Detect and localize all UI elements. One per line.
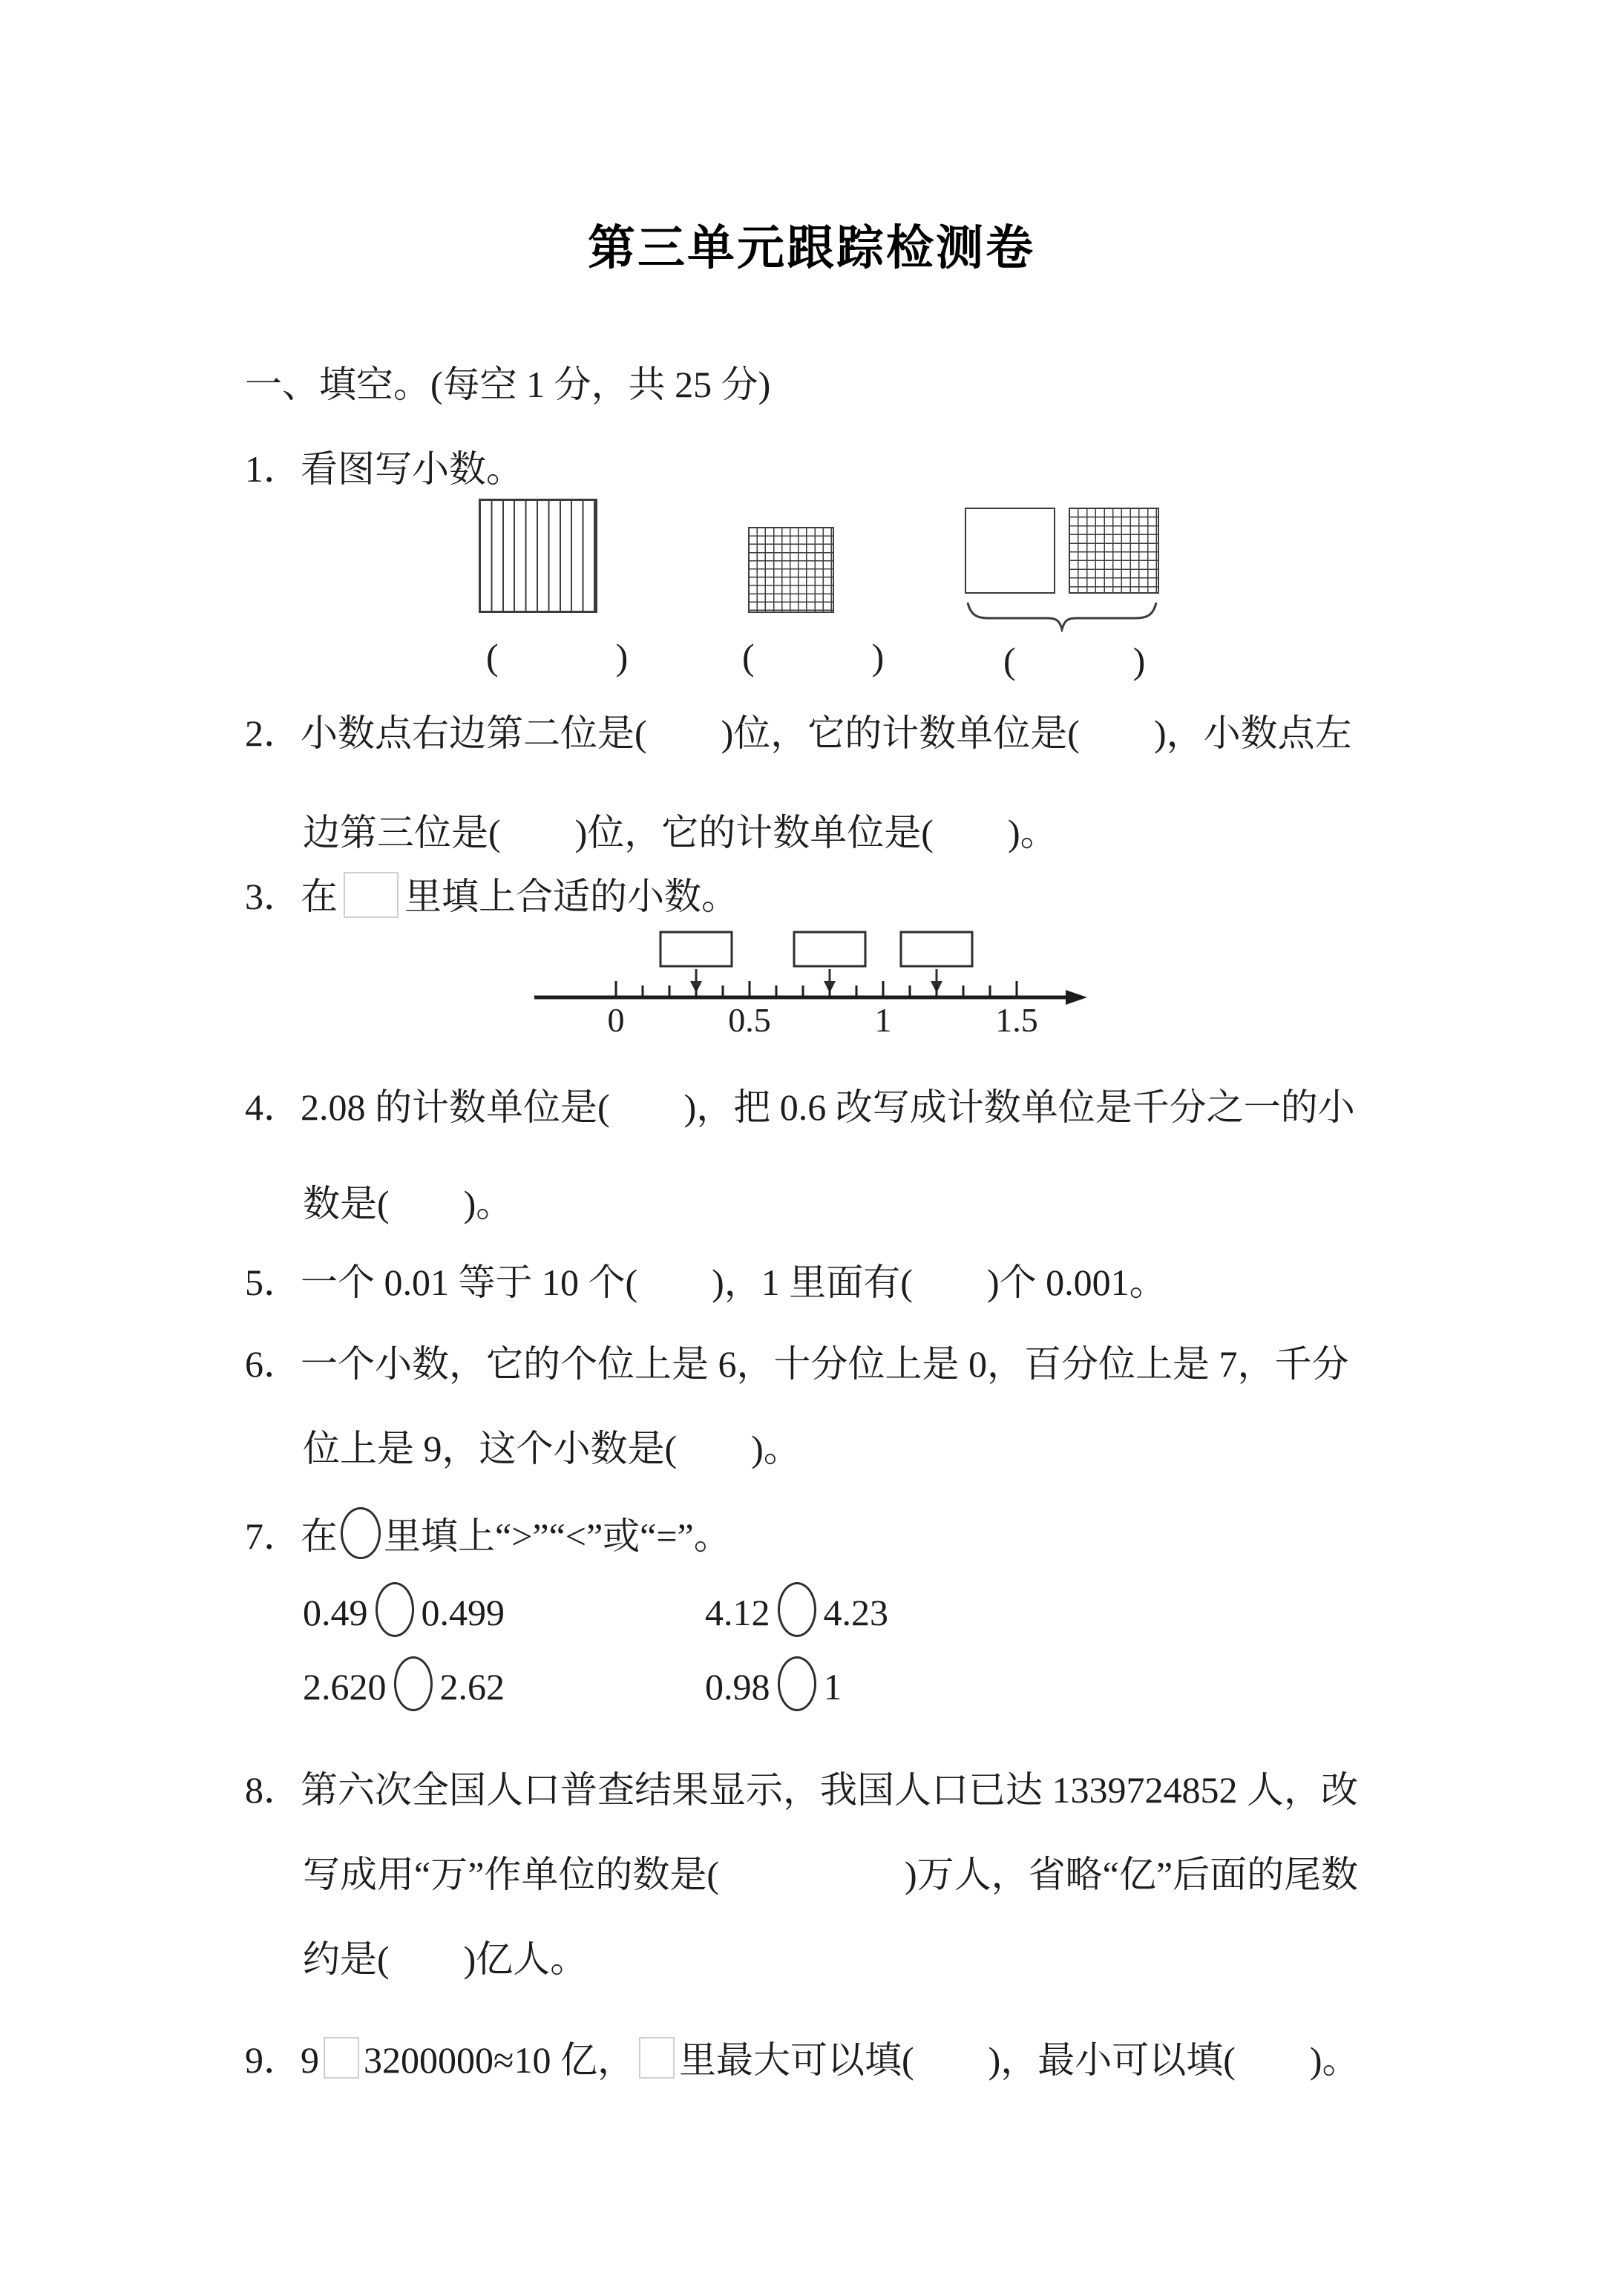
compare-circle-icon: [778, 1582, 816, 1637]
axis-ticks: [616, 981, 1017, 997]
hundred-grid-figure: [748, 527, 834, 613]
pointer-arrow-icons: [696, 969, 937, 983]
question-5-number: 5．: [245, 1262, 301, 1303]
question-6-text1: 一个小数，它的个位上是 6，十分位上是 0，百分位上是 7，千分: [301, 1343, 1349, 1385]
pointer-arrowheads: [690, 981, 942, 993]
question-6-number: 6．: [245, 1343, 301, 1385]
compare-circle-icon: [778, 1656, 816, 1711]
number-line-box-2: [794, 932, 865, 966]
question-1-number: 1．: [245, 448, 301, 490]
digit-box-icon: [639, 2037, 675, 2079]
question-5-text: 一个 0.01 等于 10 个( )，1 里面有( )个 0.001。: [301, 1262, 1167, 1303]
compare-circle-icon: [341, 1507, 381, 1559]
tick-label-0: 0: [607, 1001, 625, 1039]
answer-blank-fig1: ( ): [486, 636, 630, 678]
question-4-number: 4．: [245, 1086, 301, 1128]
question-8-number: 8．: [245, 1769, 301, 1811]
question-8-line1: [245, 1760, 1358, 1814]
section-heading: 一、填空。(每空 1 分，共 25 分): [245, 364, 771, 405]
axis-arrowhead-icon: [1066, 990, 1087, 1005]
question-1-text: 看图写小数。: [301, 448, 523, 490]
whole-unit-rect: [965, 508, 1055, 594]
compare-right: 1: [823, 1666, 842, 1708]
compare-pair-2: [705, 1582, 888, 1637]
tick-label-15: 1.5: [995, 1001, 1038, 1039]
question-2-text1: 小数点右边第二位是( )位，它的计数单位是( )，小数点左: [301, 712, 1352, 754]
question-8-line3: 约是( )亿人。: [303, 1938, 588, 1980]
compare-left: 2.620: [303, 1666, 387, 1708]
compare-pair-3: [303, 1656, 505, 1711]
question-5: [245, 1253, 1167, 1306]
decimal-strips-figure: [479, 499, 597, 613]
question-9-text-post: 里最大可以填( )，最小可以填( )。: [678, 2039, 1360, 2081]
compare-right: 0.499: [421, 1592, 505, 1633]
compare-left: 0.49: [303, 1592, 368, 1633]
question-4-text1: 2.08 的计数单位是( )，把 0.6 改写成计数单位是千分之一的小: [301, 1086, 1355, 1128]
compare-right: 4.23: [823, 1592, 888, 1633]
question-2-line2: 边第三位是( )位，它的计数单位是( )。: [303, 812, 1058, 853]
question-9-text-pre: 9: [301, 2039, 319, 2081]
question-7: [245, 1506, 731, 1560]
number-line-box-1: [660, 932, 732, 966]
question-3: [245, 867, 738, 920]
question-4-line1: [245, 1078, 1355, 1131]
hundred-grid-figure-2: [1069, 508, 1159, 594]
compare-pair-1: [303, 1582, 505, 1637]
digit-box-icon: [324, 2037, 359, 2079]
tick-label-05: 0.5: [728, 1001, 771, 1039]
question-3-number: 3．: [245, 876, 301, 917]
number-line: [512, 926, 1091, 1039]
question-9: [245, 2030, 1360, 2084]
question-3-text-post: 里填上合适的小数。: [404, 876, 738, 917]
underbrace-icon: [965, 600, 1159, 632]
question-6-line1: [245, 1334, 1349, 1388]
question-9-number: 9．: [245, 2039, 301, 2081]
number-line-box-3: [901, 932, 972, 966]
question-4-line2: 数是( )。: [303, 1183, 514, 1224]
question-1: [245, 439, 523, 493]
fill-box-icon: [344, 872, 399, 918]
compare-left: 0.98: [705, 1666, 770, 1708]
compare-right: 2.62: [439, 1666, 505, 1708]
question-9-text-mid: 3200000≈10 亿，: [364, 2039, 635, 2081]
question-7-text-post: 里填上“>”“<”或“=”。: [384, 1515, 731, 1557]
question-8-line2: 写成用“万”作单位的数是( )万人，省略“亿”后面的尾数: [303, 1854, 1359, 1895]
question-6-line2: 位上是 9，这个小数是( )。: [303, 1428, 801, 1469]
compare-left: 4.12: [705, 1592, 770, 1633]
compare-pair-4: [705, 1656, 842, 1711]
question-3-text-pre: 在: [301, 876, 338, 917]
answer-blank-fig2: ( ): [742, 636, 886, 678]
question-2-number: 2．: [245, 712, 301, 754]
question-7-number: 7．: [245, 1515, 301, 1557]
tick-label-1: 1: [874, 1001, 892, 1039]
compare-circle-icon: [394, 1656, 433, 1711]
question-7-text-pre: 在: [301, 1515, 338, 1557]
compare-circle-icon: [376, 1582, 414, 1637]
question-8-text1: 第六次全国人口普查结果显示，我国人口已达 1339724852 人，改: [301, 1769, 1358, 1811]
answer-blank-fig3: ( ): [1003, 640, 1147, 681]
one-and-hundredths-figure: [965, 508, 1164, 634]
question-2-line1: [245, 703, 1352, 757]
page-title: 第三单元跟踪检测卷: [588, 221, 1035, 275]
